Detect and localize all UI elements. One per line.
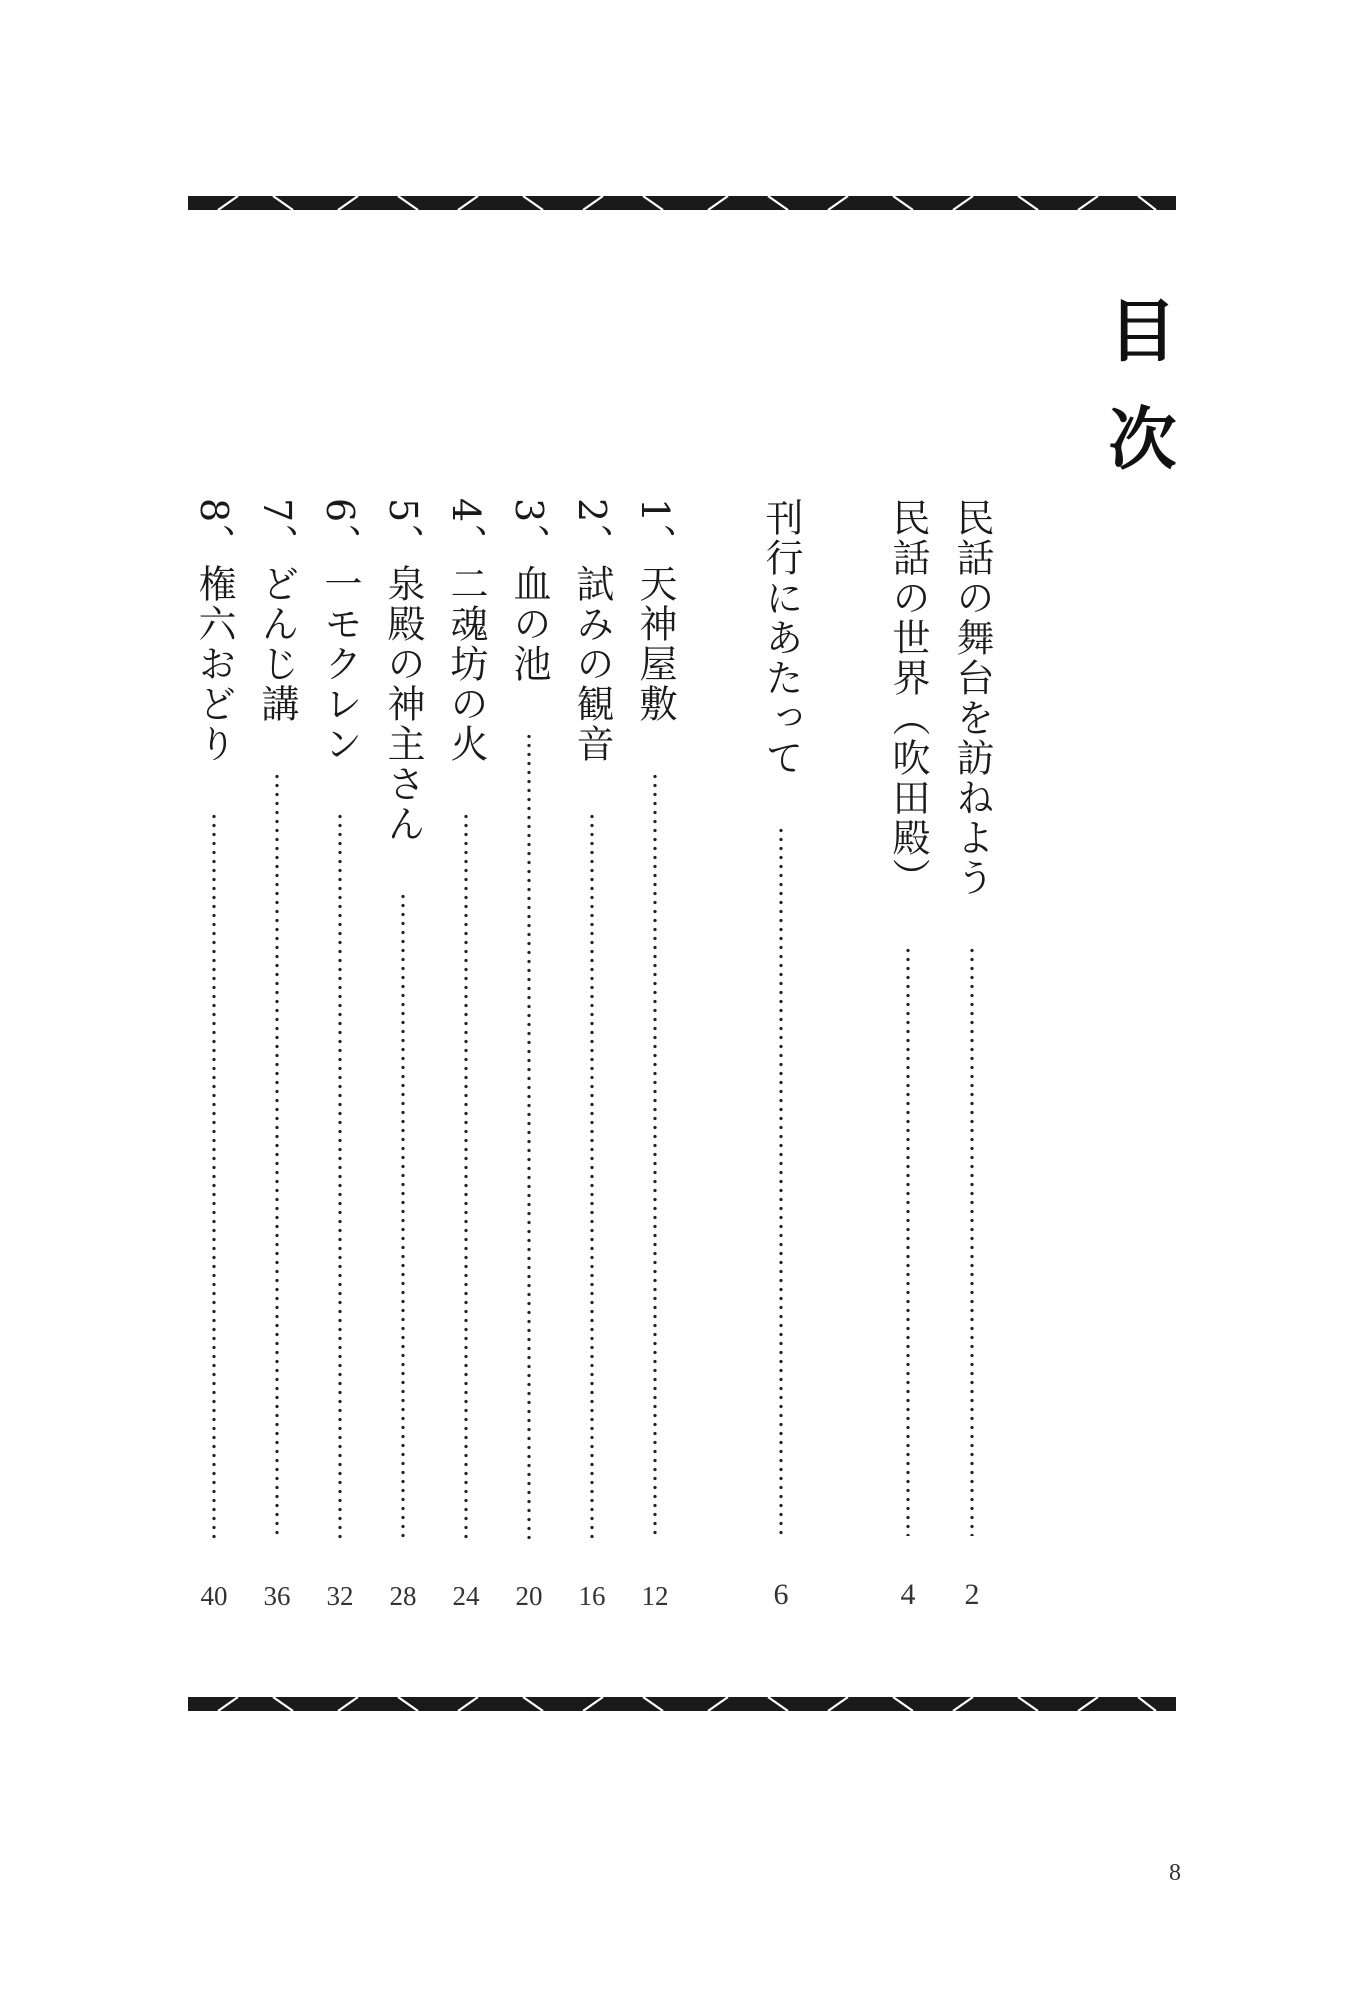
toc-entry[interactable] xyxy=(631,498,679,1610)
toc-entry-page: 20 xyxy=(515,1581,543,1611)
toc-entry[interactable] xyxy=(316,498,364,1610)
dot-leader xyxy=(653,772,657,1539)
toc-entry-page: 6 xyxy=(773,1578,789,1611)
toc-entry-label: 7、どんじ講 xyxy=(255,498,299,725)
toc-entry-page: 4 xyxy=(900,1578,916,1611)
dot-leader xyxy=(906,946,910,1536)
toc-entry-label: 8、権六おどり xyxy=(192,498,236,765)
toc-entry-page: 2 xyxy=(964,1578,980,1611)
page-title: 目次 xyxy=(1097,295,1177,511)
dot-leader xyxy=(590,812,594,1539)
dot-leader xyxy=(464,812,468,1539)
toc-entry[interactable] xyxy=(568,498,616,1610)
toc-entry-page: 36 xyxy=(263,1581,291,1611)
toc-entry-label: 1、天神屋敷 xyxy=(633,498,677,725)
dot-leader xyxy=(275,772,279,1539)
toc-entry-label: 刊行にあたって xyxy=(759,498,803,778)
bottom-decorative-border xyxy=(188,1697,1176,1711)
toc-entry-label: 5、泉殿の神主さん xyxy=(381,498,425,845)
dot-leader xyxy=(338,812,342,1539)
toc-entry-page: 24 xyxy=(452,1581,480,1611)
top-decorative-border xyxy=(188,196,1176,210)
toc-entry[interactable] xyxy=(505,498,553,1610)
toc-entry-label: 4、二魂坊の火 xyxy=(444,498,488,765)
toc-entry[interactable] xyxy=(442,498,490,1610)
dot-leader xyxy=(401,892,405,1539)
toc-entry-page: 28 xyxy=(389,1581,417,1611)
page-number: 8 xyxy=(1169,1860,1181,1886)
dot-leader xyxy=(212,812,216,1539)
toc-entry[interactable] xyxy=(948,498,996,1610)
toc-entry-label: 6、一モクレン xyxy=(318,498,362,765)
toc-entry-page: 12 xyxy=(641,1581,669,1611)
toc-entry-page: 32 xyxy=(326,1581,354,1611)
dot-leader xyxy=(970,946,974,1536)
toc-entry[interactable] xyxy=(884,498,932,1610)
toc-entry[interactable] xyxy=(190,498,238,1610)
toc-entry-label: 3、血の池 xyxy=(507,498,551,685)
toc-entry[interactable] xyxy=(757,498,805,1610)
toc-entry-label: 民話の世界（吹田殿） xyxy=(886,498,930,898)
dot-leader xyxy=(527,732,531,1539)
toc-entry-page: 40 xyxy=(200,1581,228,1611)
toc-entry-label: 民話の舞台を訪ねよう xyxy=(950,498,994,898)
toc-entry[interactable] xyxy=(379,498,427,1610)
toc-entry-page: 16 xyxy=(578,1581,606,1611)
toc-entry-label: 2、試みの観音 xyxy=(570,498,614,765)
dot-leader xyxy=(779,826,783,1536)
toc-entry[interactable] xyxy=(253,498,301,1610)
